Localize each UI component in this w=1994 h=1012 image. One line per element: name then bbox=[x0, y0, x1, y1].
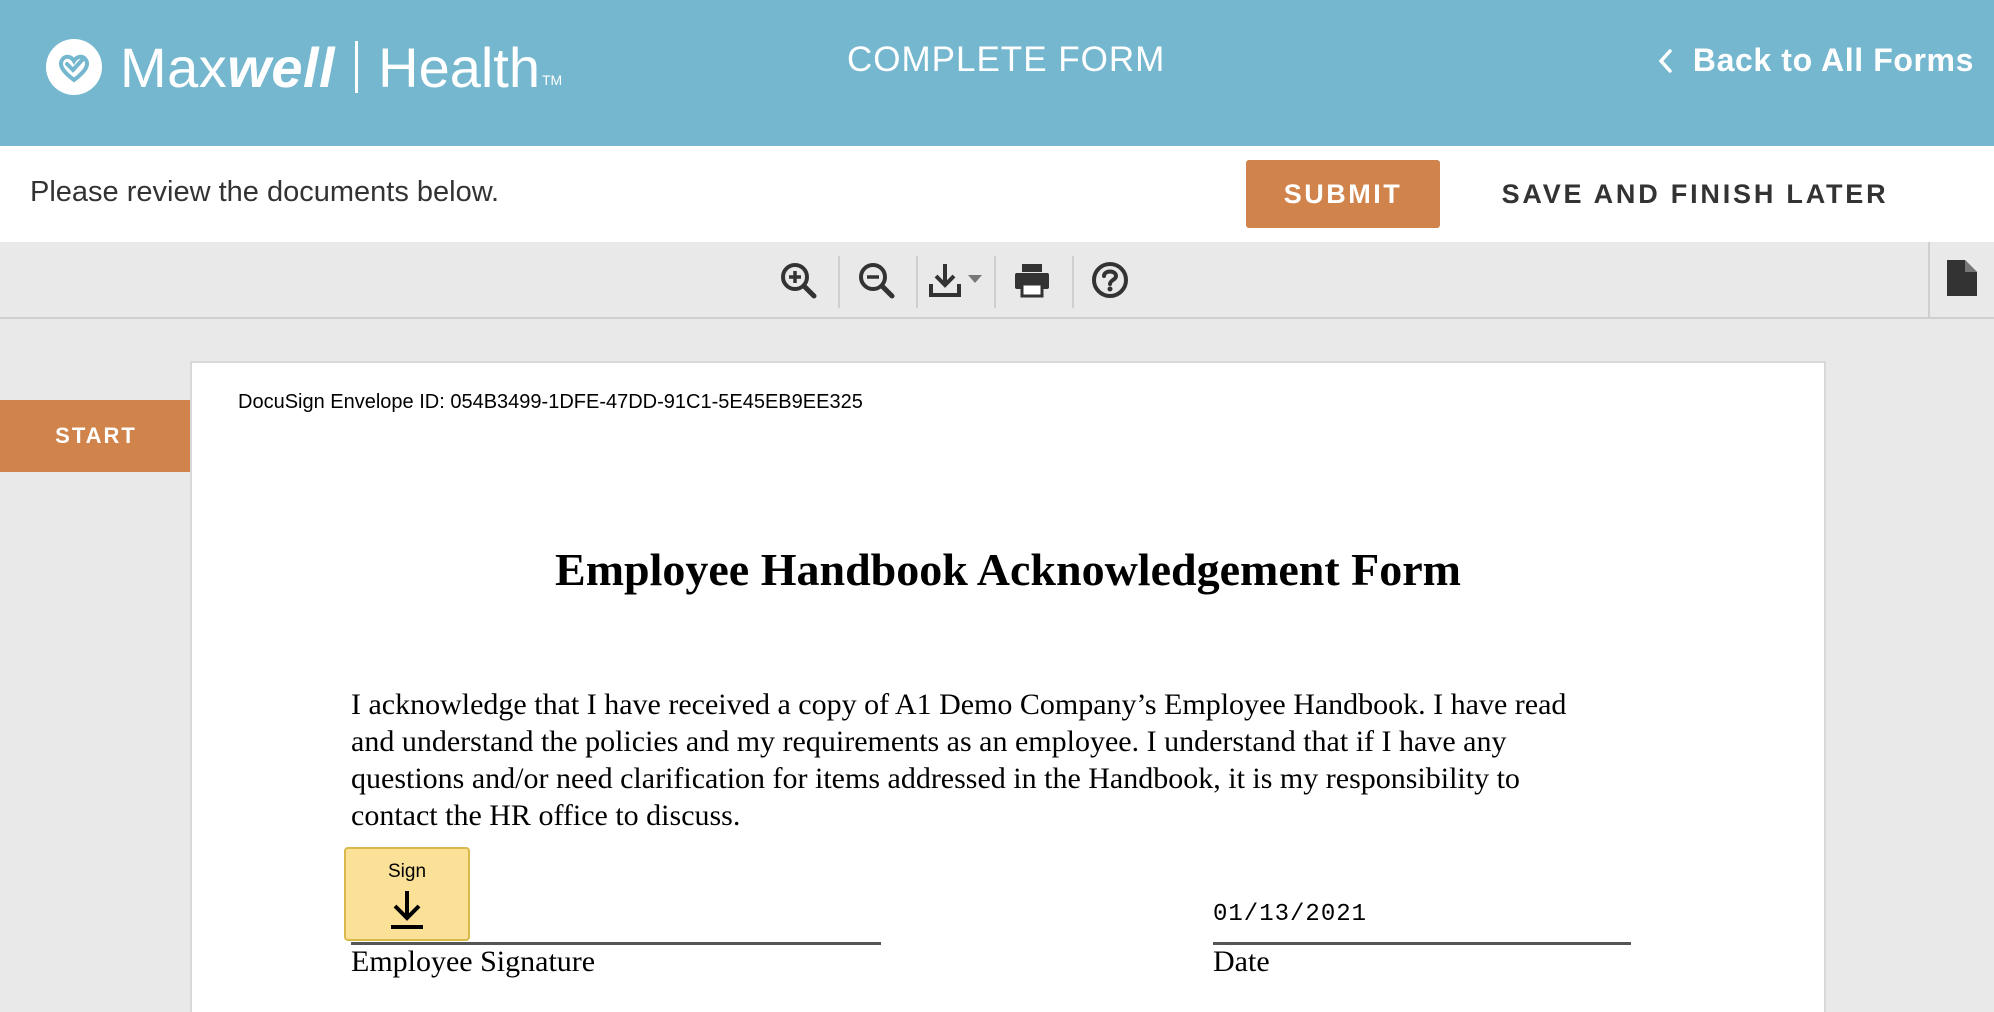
document-icon bbox=[1945, 258, 1979, 303]
envelope-id: DocuSign Envelope ID: 054B3499-1DFE-47DD-91C1-5E45EB9EE325 bbox=[238, 391, 863, 413]
download-icon[interactable] bbox=[928, 256, 992, 304]
toolbar-separator bbox=[1072, 256, 1074, 308]
chevron-left-icon bbox=[1657, 48, 1673, 74]
body-line: questions and/or need clarification for items addressed in the Handbook, it is my responsibility to bbox=[351, 762, 1520, 795]
action-bar bbox=[0, 146, 1994, 242]
body-line: I acknowledge that I have received a copy of A1 Demo Company’s Employee Handbook. I have read bbox=[351, 688, 1567, 721]
document-body bbox=[351, 686, 1691, 834]
heart-logo-icon bbox=[46, 39, 102, 95]
document-toolbar bbox=[0, 242, 1994, 319]
sign-tag-label: Sign bbox=[387, 861, 427, 882]
back-link-label: Back to All Forms bbox=[1692, 42, 1974, 78]
help-icon[interactable] bbox=[1086, 256, 1134, 304]
brand-name-health: Health bbox=[378, 35, 540, 99]
body-line: contact the HR office to discuss. bbox=[351, 799, 741, 832]
zoom-out-icon[interactable] bbox=[852, 256, 900, 304]
date-label: Date bbox=[1213, 945, 1270, 978]
document-panel-button[interactable] bbox=[1928, 242, 1994, 319]
toolbar-separator bbox=[994, 256, 996, 308]
sign-here-tag[interactable] bbox=[344, 847, 470, 941]
date-line bbox=[1213, 942, 1631, 945]
submit-button[interactable]: SUBMIT bbox=[1246, 160, 1440, 228]
signature-label: Employee Signature bbox=[351, 945, 596, 978]
toolbar-separator bbox=[838, 256, 840, 308]
save-and-finish-later-button[interactable]: SAVE AND FINISH LATER bbox=[1470, 160, 1920, 228]
arrow-down-icon bbox=[387, 889, 427, 936]
toolbar-separator bbox=[916, 256, 918, 308]
date-field: 01/13/2021 bbox=[1213, 901, 1368, 928]
brand-separator bbox=[355, 41, 358, 93]
body-line: and understand the policies and my requirements as an employee. I understand that if I have any bbox=[351, 725, 1507, 758]
app-header bbox=[0, 0, 1994, 146]
brand-logo[interactable] bbox=[46, 36, 562, 98]
back-to-all-forms-link[interactable] bbox=[1657, 42, 1974, 79]
review-instruction: Please review the documents below. bbox=[30, 176, 500, 208]
brand-trademark: TM bbox=[542, 72, 563, 88]
zoom-in-icon[interactable] bbox=[774, 256, 822, 304]
page-title: COMPLETE FORM bbox=[847, 40, 1166, 79]
start-button[interactable]: START bbox=[0, 400, 192, 472]
brand-name-maxwell: Maxwell bbox=[120, 35, 336, 99]
print-icon[interactable] bbox=[1008, 256, 1056, 304]
document-page bbox=[190, 361, 1826, 1012]
document-title: Employee Handbook Acknowledgement Form bbox=[555, 544, 1461, 595]
